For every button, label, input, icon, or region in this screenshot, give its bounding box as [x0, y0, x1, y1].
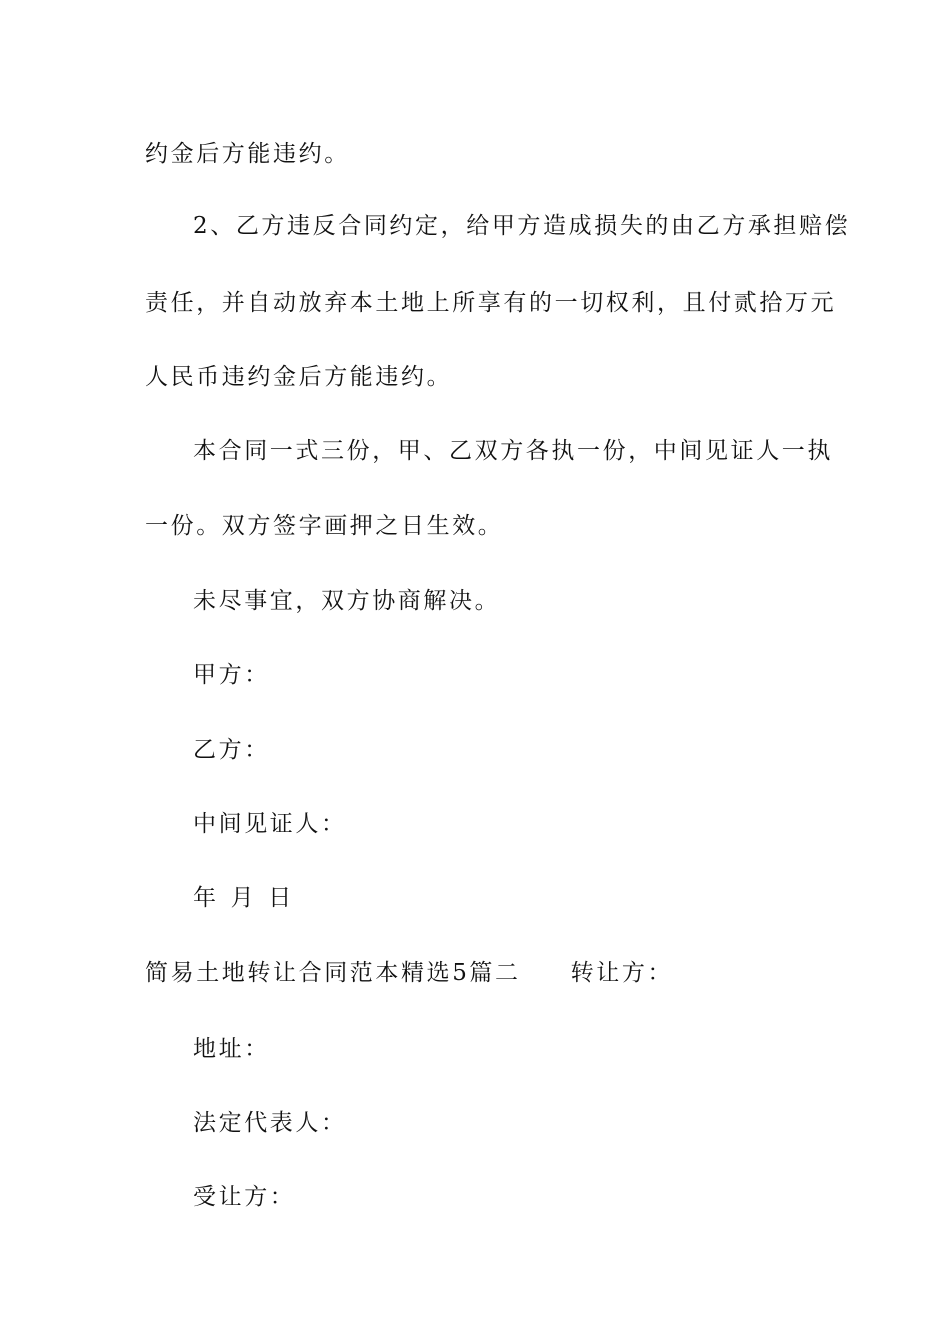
witness-label: 中间见证人： — [193, 811, 347, 837]
section-title: 简易土地转让合同范本精选5篇二 — [145, 960, 521, 986]
month-label: 月 — [230, 885, 257, 911]
paragraph-line: 约金后方能违约。 — [145, 141, 350, 167]
year-label: 年 — [193, 885, 219, 911]
party-a-label: 甲方： — [193, 662, 270, 688]
paragraph-line: 责任，并自动放弃本土地上所享有的一切权利，且付贰拾万元 — [145, 290, 837, 316]
section-heading-line — [145, 958, 673, 988]
unresolved-matters-line: 未尽事宜，双方协商解决。 — [193, 588, 501, 614]
clause-2-line: 2、乙方违反合同约定，给甲方造成损失的由乙方承担赔偿 — [193, 213, 851, 239]
date-line — [193, 883, 294, 913]
transferor-label: 转让方： — [570, 960, 674, 986]
transferee-label: 受让方： — [193, 1184, 296, 1210]
copies-clause-line: 本合同一式三份，甲、乙双方各执一份，中间见证人一执 — [193, 438, 833, 464]
legal-representative-label: 法定代表人： — [193, 1110, 347, 1136]
day-label: 日 — [268, 885, 294, 911]
address-label: 地址： — [193, 1036, 270, 1062]
party-b-label: 乙方： — [193, 737, 270, 763]
paragraph-line: 人民币违约金后方能违约。 — [145, 364, 453, 390]
paragraph-line: 一份。双方签字画押之日生效。 — [145, 513, 504, 539]
